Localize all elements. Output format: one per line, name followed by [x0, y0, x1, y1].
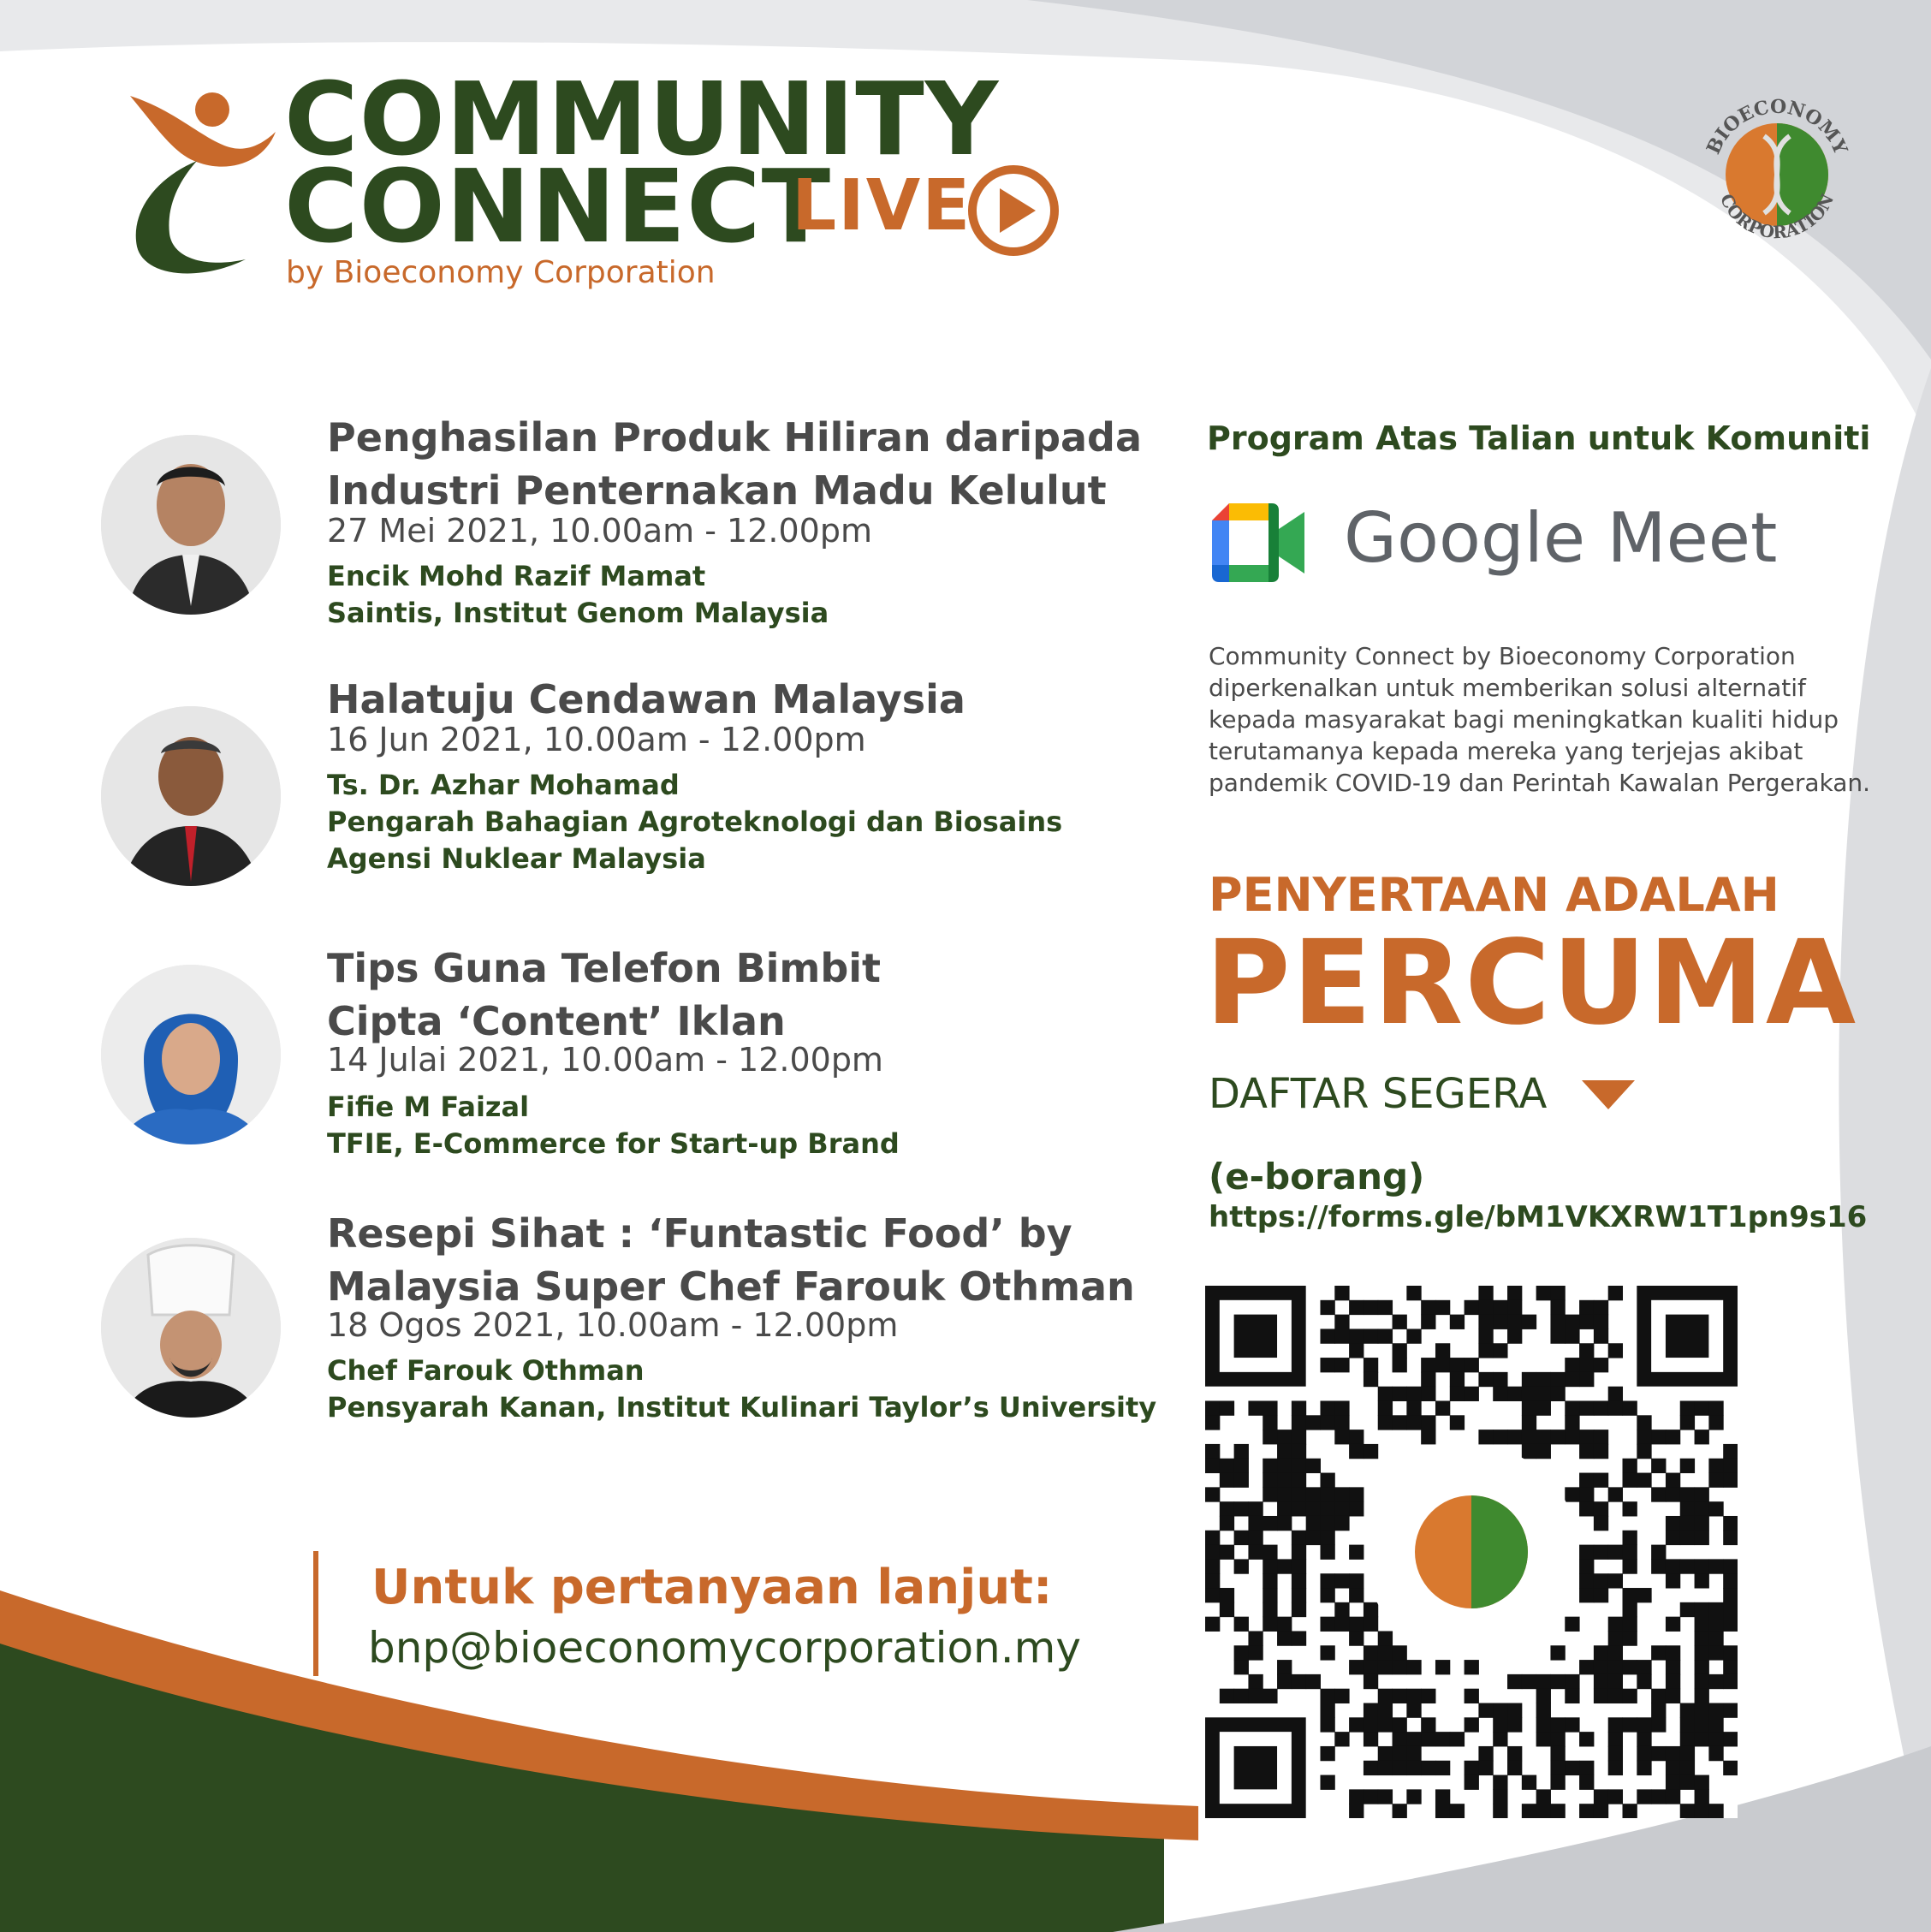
contact-divider — [313, 1551, 318, 1676]
program-description: Community Connect by Bioeconomy Corporation diperkenalkan untuk memberikan solusi alternatif kepada masyarakat bagi meningkatkan kualiti hidup terutamanya kepada mereka yang terjejas akibat pandemik COVID-19 dan Perintah Kawalan Pergerakan. — [1209, 642, 1871, 797]
session-3 — [0, 942, 1138, 1160]
contact-email-link[interactable]: bnp@bioeconomycorporation.my — [368, 1623, 1081, 1673]
session-2 — [0, 676, 1138, 882]
session-1-date: 27 Mei 2021, 10.00am - 12.00pm — [327, 512, 872, 550]
bioeconomy-logo — [1691, 89, 1863, 260]
free-entry-line1: PENYERTAAN ADALAH — [1209, 868, 1779, 922]
free-entry-line2: PERCUMA — [1205, 916, 1858, 1051]
speaker-photo-1 — [101, 435, 281, 615]
svg-text:CORPORATION: CORPORATION — [1715, 190, 1839, 243]
google-meet-label: Google Meet — [1344, 498, 1778, 578]
session-1 — [0, 414, 1143, 633]
brand-title-line1: COMMUNITY — [284, 60, 1000, 178]
register-now-label: DAFTAR SEGERA — [1209, 1070, 1548, 1118]
speaker-photo-2 — [101, 706, 281, 886]
session-3-title: Tips Guna Telefon Bimbit Cipta ‘Content’ Iklan — [327, 945, 882, 1044]
session-2-title: Halatuju Cendawan Malaysia — [327, 676, 966, 722]
qr-code[interactable] — [1205, 1286, 1738, 1818]
byline: by Bioeconomy Corporation — [286, 255, 716, 290]
session-1-speaker: Encik Mohd Razif Mamat Saintis, Institut Genom Malaysia — [327, 560, 829, 629]
form-label: (e-borang) — [1209, 1156, 1425, 1198]
session-2-speaker: Ts. Dr. Azhar Mohamad Pengarah Bahagian Agroteknologi dan Biosains Agensi Nuklear Malaysia — [327, 769, 1063, 875]
session-3-speaker: Fifie M Faizal TFIE, E-Commerce for Start-up Brand — [327, 1091, 900, 1160]
google-meet-icon — [1212, 503, 1308, 582]
brand-title-line2: CONNECT — [284, 147, 832, 265]
triangle-down-icon — [1582, 1080, 1635, 1111]
session-3-date: 14 Julai 2021, 10.00am - 12.00pm — [327, 1041, 883, 1079]
contact-heading: Untuk pertanyaan lanjut: — [371, 1560, 1053, 1615]
session-2-date: 16 Jun 2021, 10.00am - 12.00pm — [327, 721, 866, 758]
session-4-title: Resepi Sihat : ‘Funtastic Food’ by Malaysia Super Chef Farouk Othman — [327, 1210, 1135, 1310]
session-1-title: Penghasilan Produk Hiliran daripada Industri Penternakan Madu Kelulut — [327, 414, 1143, 514]
session-4 — [0, 1207, 1157, 1424]
play-icon — [966, 163, 1061, 259]
form-url-link[interactable]: https://forms.gle/bM1VKXRW1T1pn9s16 — [1209, 1200, 1868, 1234]
community-connect-logo — [96, 84, 284, 289]
speaker-photo-3 — [101, 965, 281, 1144]
session-4-date: 18 Ogos 2021, 10.00am - 12.00pm — [327, 1306, 899, 1344]
live-label: LIVE — [792, 165, 972, 247]
speaker-photo-4 — [101, 1238, 281, 1418]
svg-text:BIOECONOMY: BIOECONOMY — [1702, 95, 1852, 158]
program-heading: Program Atas Talian untuk Komuniti — [1207, 419, 1871, 457]
session-4-speaker: Chef Farouk Othman Pensyarah Kanan, Institut Kulinari Taylor’s University — [327, 1354, 1157, 1424]
